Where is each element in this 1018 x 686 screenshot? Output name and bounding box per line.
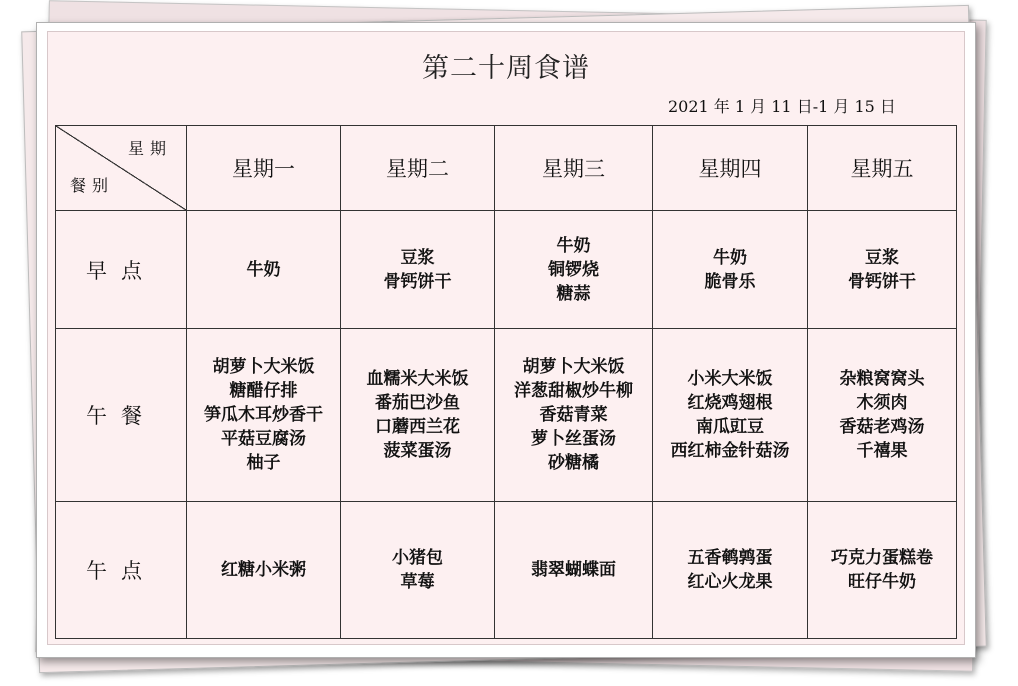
dish-item: 胡萝卜大米饭 bbox=[212, 357, 315, 377]
dish-item: 糖蒜 bbox=[556, 283, 591, 304]
meal-label: 午点 bbox=[56, 502, 187, 639]
dish-item: 糖醋仔排 bbox=[229, 381, 298, 401]
dish-item: 小猪包 bbox=[392, 548, 443, 568]
dish-item: 脆骨乐 bbox=[704, 271, 756, 292]
menu-cell bbox=[808, 502, 957, 639]
menu-cell bbox=[653, 211, 808, 329]
corner-meal-label: 餐别 bbox=[70, 176, 115, 195]
menu-cell bbox=[187, 329, 341, 502]
dish-item: 红糖小米粥 bbox=[221, 560, 306, 580]
menu-cell bbox=[187, 211, 341, 329]
menu-cell bbox=[653, 502, 808, 639]
dish-item: 胡萝卜大米饭 bbox=[522, 357, 625, 377]
menu-cell bbox=[808, 211, 957, 329]
menu-cell bbox=[495, 502, 653, 639]
menu-cell bbox=[341, 329, 495, 502]
menu-cell bbox=[495, 211, 653, 329]
dish-item: 骨钙饼干 bbox=[848, 271, 916, 292]
corner-weekday-label: 星期 bbox=[127, 139, 172, 158]
corner-header-cell bbox=[56, 126, 187, 211]
dish-item: 五香鹌鹑蛋 bbox=[687, 548, 773, 568]
page-title: 第二十周食谱 bbox=[422, 53, 590, 84]
day-header-fri: 星期五 bbox=[808, 126, 957, 211]
dish-item: 香菇青菜 bbox=[539, 405, 608, 425]
dish-item: 杂粮窝窝头 bbox=[839, 369, 925, 389]
dish-item: 草莓 bbox=[400, 572, 435, 592]
dish-item: 血糯米大米饭 bbox=[366, 369, 469, 389]
dish-item: 千禧果 bbox=[856, 441, 908, 461]
menu-table bbox=[55, 125, 957, 639]
date-range: 2021 年 1 月 11 日-1 月 15 日 bbox=[668, 97, 896, 116]
menu-cell bbox=[341, 211, 495, 329]
dish-item: 牛奶 bbox=[713, 247, 747, 268]
dish-item: 红心火龙果 bbox=[687, 572, 773, 592]
dish-item: 洋葱甜椒炒牛柳 bbox=[514, 381, 633, 401]
dish-item: 番茄巴沙鱼 bbox=[375, 393, 460, 413]
dish-item: 翡翠蝴蝶面 bbox=[531, 560, 616, 580]
menu-cell bbox=[341, 502, 495, 639]
diagonal-divider bbox=[56, 126, 186, 210]
day-header-wed: 星期三 bbox=[495, 126, 653, 211]
dish-item: 小米大米饭 bbox=[687, 369, 773, 389]
meal-row-breakfast bbox=[56, 211, 957, 329]
dish-item: 豆浆 bbox=[865, 247, 899, 268]
meal-label: 早点 bbox=[56, 211, 187, 329]
menu-cell bbox=[653, 329, 808, 502]
dish-item: 笋瓜木耳炒香干 bbox=[204, 405, 323, 425]
menu-cell bbox=[495, 329, 653, 502]
dish-item: 砂糖橘 bbox=[548, 453, 599, 473]
dish-item: 西红柿金针菇汤 bbox=[670, 441, 790, 461]
dish-item: 菠菜蛋汤 bbox=[383, 441, 452, 461]
meal-row-lunch bbox=[56, 329, 957, 502]
dish-item: 牛奶 bbox=[556, 235, 591, 256]
dish-item: 木须肉 bbox=[856, 393, 908, 413]
dish-item: 平菇豆腐汤 bbox=[221, 429, 306, 449]
photo-frame bbox=[36, 22, 976, 658]
dish-item: 豆浆 bbox=[400, 247, 435, 268]
day-header-mon: 星期一 bbox=[187, 126, 341, 211]
menu-sheet bbox=[47, 31, 965, 645]
dish-item: 铜锣烧 bbox=[548, 259, 599, 280]
menu-cell bbox=[187, 502, 341, 639]
dish-item: 红烧鸡翅根 bbox=[687, 393, 773, 413]
dish-item: 萝卜丝蛋汤 bbox=[531, 429, 616, 449]
meal-label: 午餐 bbox=[56, 329, 187, 502]
dish-item: 巧克力蛋糕卷 bbox=[831, 548, 933, 568]
dish-item: 南瓜豇豆 bbox=[696, 417, 764, 437]
day-header-thu: 星期四 bbox=[653, 126, 808, 211]
menu-cell bbox=[808, 329, 957, 502]
dish-item: 柚子 bbox=[246, 453, 281, 473]
dish-item: 旺仔牛奶 bbox=[848, 572, 916, 592]
dish-item: 牛奶 bbox=[246, 259, 281, 280]
day-header-tue: 星期二 bbox=[341, 126, 495, 211]
table-header-row bbox=[56, 126, 957, 211]
dish-item: 香菇老鸡汤 bbox=[839, 417, 925, 437]
dish-item: 骨钙饼干 bbox=[383, 271, 452, 292]
dish-item: 口蘑西兰花 bbox=[375, 417, 460, 437]
meal-row-afternoon-snack bbox=[56, 502, 957, 639]
